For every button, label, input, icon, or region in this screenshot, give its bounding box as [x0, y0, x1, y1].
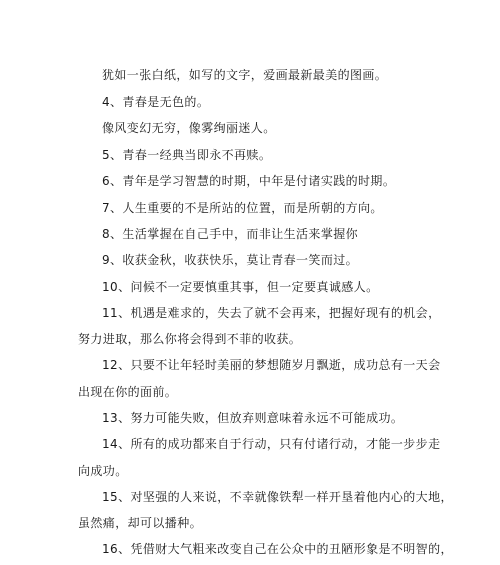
text-line: 8、生活掌握在自己手中，而非让生活来掌握你 — [102, 227, 359, 241]
text-line: 像风变幻无穷，像雾绚丽迷人。 — [102, 121, 276, 135]
text-line: 努力进取，那么你将会得到不菲的收获。 — [78, 332, 302, 346]
text-line: 向成功。 — [78, 464, 128, 478]
text-line: 9、收获金秋，收获快乐，莫让青春一笑而过。 — [102, 253, 359, 267]
text-line: 12、只要不让年轻时美丽的梦想随岁月飘逝，成功总有一天会 — [102, 358, 441, 372]
text-line: 犹如一张白纸，如写的文字，爱画最新最美的图画。 — [102, 68, 388, 82]
text-line: 15、对坚强的人来说，不幸就像铁犁一样开垦着他内心的大地， — [102, 490, 453, 504]
text-line: 13、努力可能失败，但放弃则意味着永远不可能成功。 — [102, 411, 404, 425]
text-line: 6、青年是学习智慧的时期，中年是付诸实践的时期。 — [102, 174, 396, 188]
text-line: 7、人生重要的不是所站的位置，而是所朝的方向。 — [102, 201, 383, 215]
text-line: 4、青春是无色的。 — [102, 95, 210, 109]
text-line: 虽然痛，却可以播种。 — [78, 516, 203, 530]
text-line: 5、青春一经典当即永不再赎。 — [102, 148, 272, 162]
text-line: 出现在你的面前。 — [78, 385, 178, 399]
text-line: 14、所有的成功都来自于行动，只有付诸行动，才能一步步走 — [102, 437, 441, 451]
text-line: 11、机遇是难求的，失去了就不会再来，把握好现有的机会， — [102, 306, 441, 320]
text-line: 16、凭借财大气粗来改变自己在公众中的丑陋形象是不明智的， — [102, 542, 453, 556]
text-line: 10、问候不一定要慎重其事，但一定要真诚感人。 — [102, 280, 379, 294]
